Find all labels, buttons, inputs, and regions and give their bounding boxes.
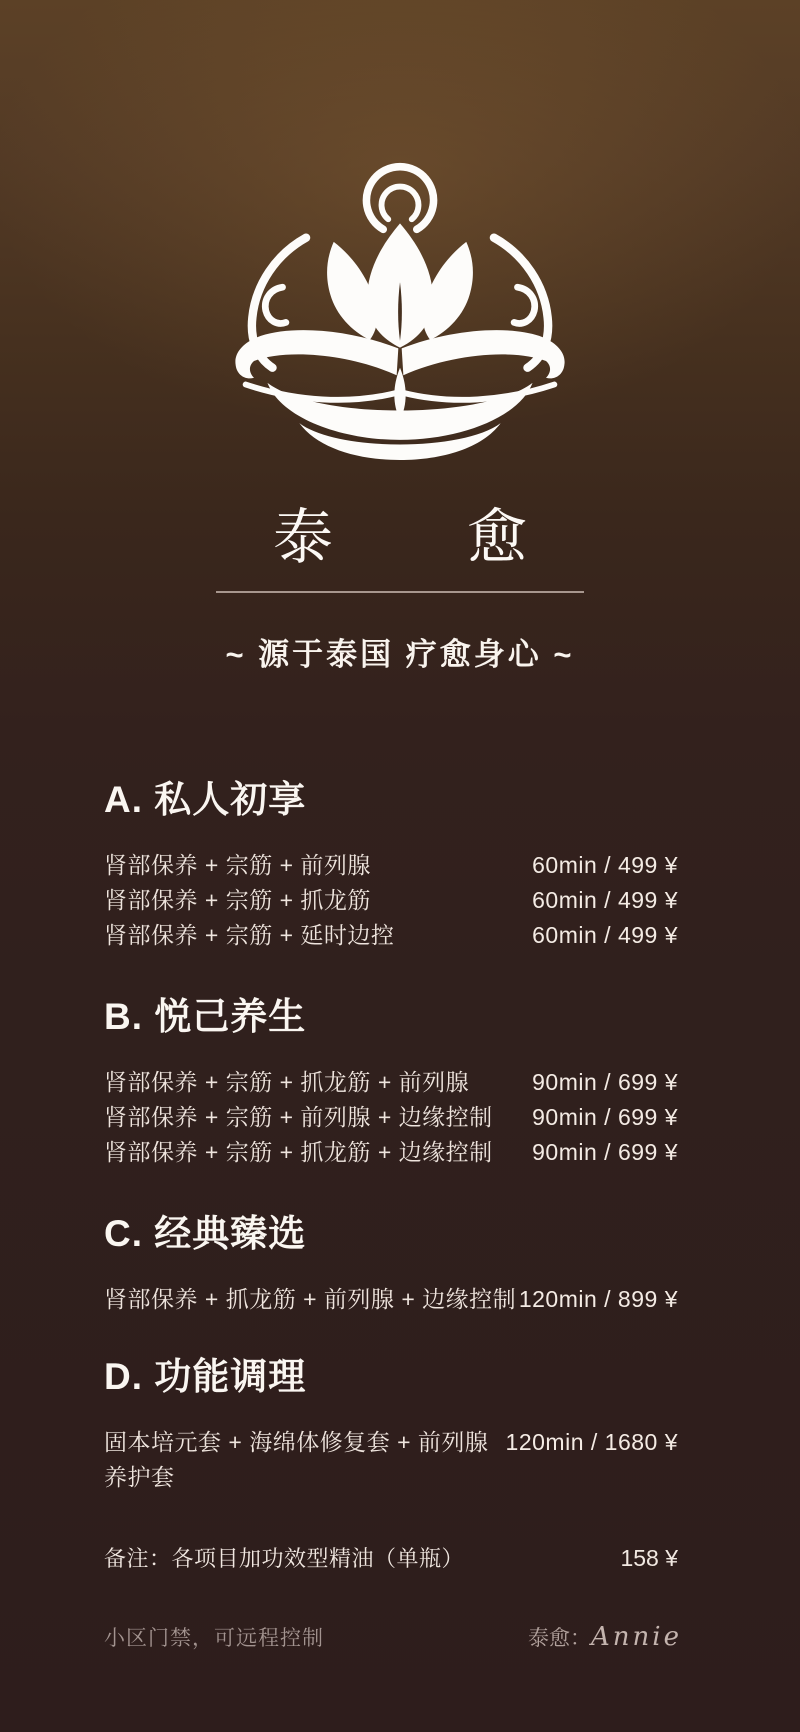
- brand-title: [273, 500, 527, 571]
- item-name: 肾部保养 + 宗筋 + 前列腺 + 边缘控制: [104, 1104, 493, 1130]
- brand-tagline: ~ 源于泰国 疗愈身心 ~: [225, 637, 575, 672]
- item-name: 肾部保养 + 抓龙筋 + 前列腺 + 边缘控制: [104, 1286, 517, 1312]
- item-price: 120min / 1680 ¥: [505, 1429, 678, 1455]
- item-name: 固本培元套 + 海绵体修复套 + 前列腺养护套: [104, 1429, 489, 1490]
- note-row: [104, 1541, 678, 1576]
- menu-row: [104, 1135, 678, 1170]
- halo-inner-arc: [382, 187, 419, 220]
- item-name: 肾部保养 + 宗筋 + 抓龙筋 + 边缘控制: [104, 1139, 493, 1165]
- item-name: 肾部保养 + 宗筋 + 抓龙筋 + 前列腺: [104, 1069, 470, 1095]
- footer-brand-name: Annie: [591, 1622, 682, 1652]
- right-hook: [514, 287, 535, 323]
- menu-row: [104, 1282, 678, 1317]
- lotus-logo-icon: [190, 158, 610, 460]
- item-price: 90min / 699 ¥: [532, 1104, 678, 1130]
- right-wing: [402, 330, 565, 378]
- menu-row: [104, 918, 678, 953]
- footer-brand-label: 泰愈：: [528, 1627, 592, 1650]
- note-price: 158 ¥: [620, 1545, 678, 1571]
- right-swoosh: [403, 385, 554, 400]
- item-price: 120min / 899 ¥: [518, 1286, 678, 1312]
- section-title: B. 悦己养生: [104, 996, 307, 1037]
- item-price: 60min / 499 ¥: [532, 922, 678, 948]
- left-hook: [265, 287, 286, 323]
- item-price: 90min / 699 ¥: [532, 1139, 678, 1165]
- menu-row: [104, 1065, 678, 1100]
- menu-row: [104, 883, 678, 918]
- item-name: 肾部保养 + 宗筋 + 抓龙筋: [104, 887, 371, 913]
- item-price: 90min / 699 ¥: [532, 1069, 678, 1095]
- footer-access-note: 小区门禁，可远程控制: [104, 1627, 324, 1650]
- brand-title-char-2: 愈: [467, 504, 527, 571]
- item-price: 60min / 499 ¥: [532, 852, 678, 878]
- menu-row: [104, 1100, 678, 1135]
- left-wing: [235, 330, 398, 378]
- menu-section-b: [104, 995, 678, 1170]
- halo-outer-arc: [366, 167, 433, 230]
- menu-row: [104, 848, 678, 883]
- footer: [104, 1622, 682, 1652]
- menu-section-a: [104, 778, 678, 953]
- note-label: 备注：各项目加功效型精油（单瓶）: [104, 1546, 465, 1571]
- section-title: C. 经典臻选: [104, 1213, 307, 1254]
- left-petal: [327, 242, 377, 340]
- item-name: 肾部保养 + 宗筋 + 延时边控: [104, 922, 395, 948]
- right-petal: [423, 242, 473, 340]
- menu-section-c: [104, 1212, 678, 1317]
- item-price: 60min / 499 ¥: [532, 887, 678, 913]
- section-title: D. 功能调理: [104, 1356, 307, 1397]
- left-swoosh: [246, 385, 397, 400]
- menu-row: [104, 1425, 678, 1495]
- brand-title-char-1: 泰: [273, 504, 333, 571]
- menu-section-d: [104, 1355, 678, 1495]
- section-title: A. 私人初享: [104, 779, 307, 820]
- footer-brand-signature: [528, 1622, 682, 1652]
- title-divider: [216, 591, 584, 593]
- item-name: 肾部保养 + 宗筋 + 前列腺: [104, 852, 371, 878]
